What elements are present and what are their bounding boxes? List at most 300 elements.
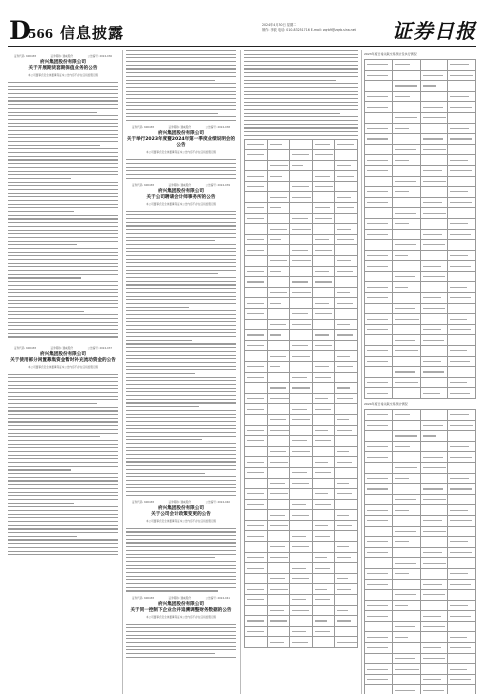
table-cell	[290, 330, 313, 341]
table-cell	[365, 229, 393, 240]
stock-short: 证券简称: 通威股份	[168, 596, 191, 600]
text-line	[126, 266, 236, 267]
table-row	[365, 505, 476, 516]
table-cell	[448, 653, 476, 664]
table-row	[365, 271, 476, 282]
table-row	[365, 102, 476, 113]
table-cell	[290, 425, 313, 436]
text-line	[126, 237, 236, 238]
table-cell	[335, 351, 358, 362]
table-cell	[245, 256, 268, 267]
text-line	[8, 499, 118, 500]
text-line	[126, 384, 236, 385]
text-line	[126, 332, 236, 333]
table-cell	[312, 171, 335, 182]
table-cell	[448, 187, 476, 198]
table-cell	[365, 632, 393, 643]
table-cell	[392, 537, 420, 548]
table-cell	[267, 595, 290, 606]
text-line	[8, 374, 118, 375]
table-cell	[420, 388, 448, 399]
text-line	[8, 539, 118, 540]
table-cell	[420, 155, 448, 166]
text-line	[126, 303, 236, 304]
text-line	[126, 240, 215, 241]
announcement-body-2	[8, 374, 118, 556]
text-line	[8, 244, 77, 245]
table-cell	[335, 489, 358, 500]
section-title: 信息披露	[60, 24, 125, 42]
text-line	[8, 152, 118, 153]
table-cell	[335, 150, 358, 161]
table-cell	[365, 314, 393, 325]
table-cell	[365, 568, 393, 579]
table-cell	[448, 547, 476, 558]
table-cell	[392, 218, 420, 229]
text-line	[126, 229, 236, 230]
table-cell	[392, 261, 420, 272]
text-line	[8, 466, 118, 467]
text-line	[8, 385, 118, 386]
table-cell	[365, 208, 393, 219]
table-cell	[420, 441, 448, 452]
table-cell	[267, 563, 290, 574]
table-row	[365, 187, 476, 198]
table-cell	[392, 356, 420, 367]
stock-code: 证券代码: 600438	[132, 596, 154, 600]
table-row	[365, 144, 476, 155]
text-line	[8, 222, 118, 223]
text-line	[126, 557, 215, 558]
text-line	[126, 425, 236, 426]
text-line	[126, 94, 236, 95]
text-line	[8, 137, 118, 138]
table-cell	[267, 510, 290, 521]
table-cell	[392, 123, 420, 134]
text-line	[244, 91, 358, 92]
table-row	[245, 446, 358, 457]
table-row	[365, 293, 476, 304]
text-line	[126, 414, 236, 415]
text-line	[8, 543, 118, 544]
text-line	[126, 395, 236, 396]
text-line	[126, 54, 236, 55]
table-cell	[365, 346, 393, 357]
table-cell	[245, 467, 268, 478]
table-cell	[392, 431, 420, 442]
table-cell	[290, 436, 313, 447]
text-line	[126, 105, 236, 106]
text-line	[126, 421, 236, 422]
table-row	[365, 303, 476, 314]
table-row	[245, 404, 358, 415]
table-cell	[365, 70, 393, 81]
text-line	[244, 116, 358, 117]
table-cell	[290, 160, 313, 171]
text-line	[8, 226, 118, 227]
column-divider	[240, 50, 241, 694]
column-divider	[122, 50, 123, 694]
table-row	[245, 393, 358, 404]
table-cell	[365, 441, 393, 452]
table-cell	[420, 590, 448, 601]
table-cell	[392, 664, 420, 675]
text-line	[8, 89, 118, 90]
table-cell	[290, 510, 313, 521]
table-cell	[267, 425, 290, 436]
table-cell	[392, 452, 420, 463]
text-line	[244, 102, 358, 103]
table-cell	[267, 520, 290, 531]
table-row	[245, 489, 358, 500]
text-line	[244, 109, 358, 110]
data-table	[364, 59, 476, 399]
text-line	[126, 225, 236, 226]
table-cell	[365, 261, 393, 272]
text-line	[8, 377, 118, 378]
table-row	[365, 568, 476, 579]
table-row	[245, 626, 358, 637]
table-cell	[245, 457, 268, 468]
text-line	[8, 488, 118, 489]
table-cell	[365, 123, 393, 134]
table-cell	[312, 573, 335, 584]
table-cell	[245, 520, 268, 531]
text-line	[126, 366, 236, 367]
text-line	[126, 554, 236, 555]
text-line	[8, 148, 118, 149]
text-line	[8, 115, 118, 116]
table-cell	[312, 181, 335, 192]
text-line	[126, 458, 236, 459]
table-row	[365, 621, 476, 632]
table-row	[245, 467, 358, 478]
table-cell	[290, 383, 313, 394]
table-cell	[245, 595, 268, 606]
table-cell	[448, 250, 476, 261]
table-cell	[245, 266, 268, 277]
table-cell	[267, 446, 290, 457]
table-cell	[392, 441, 420, 452]
text-line	[8, 182, 118, 183]
table-cell	[365, 547, 393, 558]
announcement-title: 关于举行2023年度暨2024年第一季度业绩说明会的公告	[126, 137, 236, 149]
table-cell	[245, 414, 268, 425]
text-line	[8, 447, 118, 448]
table-cell	[335, 446, 358, 457]
section-letter: D	[9, 16, 31, 45]
table-cell	[448, 155, 476, 166]
table-cell	[312, 478, 335, 489]
table-cell	[420, 537, 448, 548]
text-line	[8, 469, 71, 470]
text-line	[8, 178, 71, 179]
column-3	[244, 50, 358, 694]
text-line	[8, 196, 118, 197]
announcement-title: 关于公司会计政策变更的公告	[151, 511, 211, 517]
table-cell	[392, 367, 420, 378]
table-cell	[392, 282, 420, 293]
table-cell	[420, 462, 448, 473]
table-cell	[335, 626, 358, 637]
text-line	[126, 296, 236, 297]
table-cell	[312, 542, 335, 553]
table-cell	[365, 134, 393, 145]
table-cell	[290, 192, 313, 203]
table-cell	[392, 134, 420, 145]
table-row	[245, 457, 358, 468]
table-cell	[365, 484, 393, 495]
text-line	[8, 218, 118, 219]
table-row	[365, 558, 476, 569]
table-cell	[312, 510, 335, 521]
text-line	[126, 159, 236, 160]
table-cell	[335, 436, 358, 447]
text-line	[8, 167, 118, 168]
table-cell	[267, 213, 290, 224]
table-cell	[448, 526, 476, 537]
text-line	[8, 536, 77, 537]
table-row	[365, 282, 476, 293]
table-cell	[365, 452, 393, 463]
table-cell	[448, 410, 476, 421]
table-cell	[392, 674, 420, 685]
table-cell	[312, 298, 335, 309]
table-cell	[312, 404, 335, 415]
text-line	[126, 307, 189, 308]
table-cell	[365, 420, 393, 431]
table-cell	[392, 324, 420, 335]
text-line	[126, 380, 236, 381]
table-cell	[290, 446, 313, 457]
table-cell	[335, 139, 358, 150]
text-line	[8, 141, 118, 142]
table-cell	[267, 150, 290, 161]
text-line	[126, 347, 236, 348]
table-cell	[448, 70, 476, 81]
table-row	[245, 266, 358, 277]
table-cell	[312, 626, 335, 637]
table-cell	[365, 144, 393, 155]
text-line	[126, 80, 215, 81]
text-line	[126, 461, 236, 462]
text-line	[126, 163, 236, 164]
text-line	[8, 119, 118, 120]
table-cell	[290, 256, 313, 267]
text-line	[126, 439, 202, 440]
table-row	[245, 616, 358, 627]
text-line	[126, 358, 236, 359]
stock-short: 证券简称: 通威股份	[50, 55, 73, 58]
table-cell	[392, 388, 420, 399]
table-cell	[392, 176, 420, 187]
table-cell	[420, 547, 448, 558]
table-cell	[420, 515, 448, 526]
table-cell	[448, 537, 476, 548]
table-cell	[392, 155, 420, 166]
text-line	[8, 414, 118, 415]
table-cell	[290, 298, 313, 309]
text-line	[8, 403, 97, 404]
table-cell	[335, 309, 358, 320]
table-cell	[312, 139, 335, 150]
table-cell	[290, 404, 313, 415]
text-line	[244, 83, 358, 84]
table-row	[245, 605, 358, 616]
table-cell	[420, 70, 448, 81]
text-line	[126, 469, 236, 470]
text-line	[8, 318, 118, 319]
text-line	[126, 369, 236, 370]
table-cell	[448, 377, 476, 388]
table-cell	[365, 335, 393, 346]
table-cell	[267, 414, 290, 425]
text-line	[126, 351, 236, 352]
table-cell	[335, 499, 358, 510]
notice-number: 公告编号: 2024-040	[205, 500, 230, 504]
text-line	[126, 178, 236, 179]
table-cell	[392, 91, 420, 102]
text-line	[8, 97, 118, 98]
table-cell	[312, 584, 335, 595]
table-cell	[245, 552, 268, 563]
table-cell	[290, 595, 313, 606]
table-row	[245, 245, 358, 256]
table-cell	[335, 478, 358, 489]
table-row	[365, 60, 476, 71]
table-cell	[420, 420, 448, 431]
table-cell	[335, 563, 358, 574]
table-cell	[420, 271, 448, 282]
column-2	[126, 50, 236, 694]
text-line	[8, 514, 118, 515]
company-name: 府兴集团股份有限公司	[40, 351, 86, 357]
text-line	[244, 135, 358, 136]
table-row	[365, 197, 476, 208]
table-cell	[290, 139, 313, 150]
text-line	[8, 451, 118, 452]
table-cell	[290, 563, 313, 574]
table-cell	[245, 203, 268, 214]
text-line	[8, 255, 118, 256]
stock-code: 证券代码: 600438	[132, 500, 154, 504]
table-cell	[365, 505, 393, 516]
table-cell	[365, 653, 393, 664]
table-cell	[448, 176, 476, 187]
text-line	[8, 440, 118, 441]
text-line	[8, 314, 118, 315]
table-cell	[312, 372, 335, 383]
text-line	[8, 274, 118, 275]
text-line	[8, 410, 118, 411]
text-line	[126, 546, 236, 547]
text-line	[8, 521, 118, 522]
table-row	[365, 70, 476, 81]
table-cell	[312, 563, 335, 574]
table-cell	[365, 410, 393, 421]
table-cell	[365, 611, 393, 622]
table-cell	[290, 203, 313, 214]
table-cell	[290, 181, 313, 192]
table-cell	[245, 160, 268, 171]
table-row	[245, 298, 358, 309]
table-cell	[420, 197, 448, 208]
text-line	[8, 241, 118, 242]
table-cell	[267, 181, 290, 192]
table-cell	[312, 203, 335, 214]
table-cell	[392, 579, 420, 590]
text-line	[8, 455, 118, 456]
table-cell	[365, 590, 393, 601]
table-cell	[245, 330, 268, 341]
table-row	[365, 611, 476, 622]
masthead-rule	[8, 46, 476, 47]
text-line	[126, 57, 236, 58]
text-line	[8, 126, 118, 127]
text-line	[126, 399, 236, 400]
table-row	[365, 537, 476, 548]
table-cell	[245, 192, 268, 203]
company-name: 府兴集团股份有限公司	[158, 188, 204, 194]
table-cell	[392, 462, 420, 473]
text-line	[126, 649, 236, 650]
text-line	[8, 436, 100, 437]
table-row	[245, 383, 358, 394]
text-line	[244, 124, 358, 125]
text-line	[8, 554, 118, 555]
text-line	[8, 259, 118, 260]
table-row	[365, 314, 476, 325]
table-cell	[267, 298, 290, 309]
text-line	[8, 506, 118, 507]
table-cell	[312, 351, 335, 362]
text-line	[8, 108, 118, 109]
table-cell	[448, 367, 476, 378]
table-cell	[245, 489, 268, 500]
text-line	[126, 211, 236, 212]
text-line	[8, 547, 118, 548]
table-cell	[448, 293, 476, 304]
text-line	[126, 170, 236, 171]
table-row	[245, 192, 358, 203]
table-cell	[392, 303, 420, 314]
table-cell	[290, 171, 313, 182]
text-line	[244, 98, 358, 99]
table-cell	[365, 685, 393, 694]
text-line	[126, 653, 215, 654]
table-cell	[245, 478, 268, 489]
table-row	[245, 361, 358, 372]
table-row	[365, 632, 476, 643]
table-cell	[267, 319, 290, 330]
table-cell	[335, 287, 358, 298]
text-line	[126, 531, 236, 532]
table-cell	[392, 547, 420, 558]
text-line	[8, 285, 118, 286]
text-line	[126, 417, 236, 418]
table-row	[365, 324, 476, 335]
text-line	[244, 54, 358, 55]
table-cell	[392, 420, 420, 431]
table-cell	[312, 160, 335, 171]
table-row	[245, 414, 358, 425]
table-cell	[365, 250, 393, 261]
company-name: 府兴集团股份有限公司	[40, 60, 86, 65]
announcement-body-continued	[244, 50, 358, 136]
table-cell	[448, 165, 476, 176]
table-row	[245, 160, 358, 171]
table-cell	[392, 165, 420, 176]
